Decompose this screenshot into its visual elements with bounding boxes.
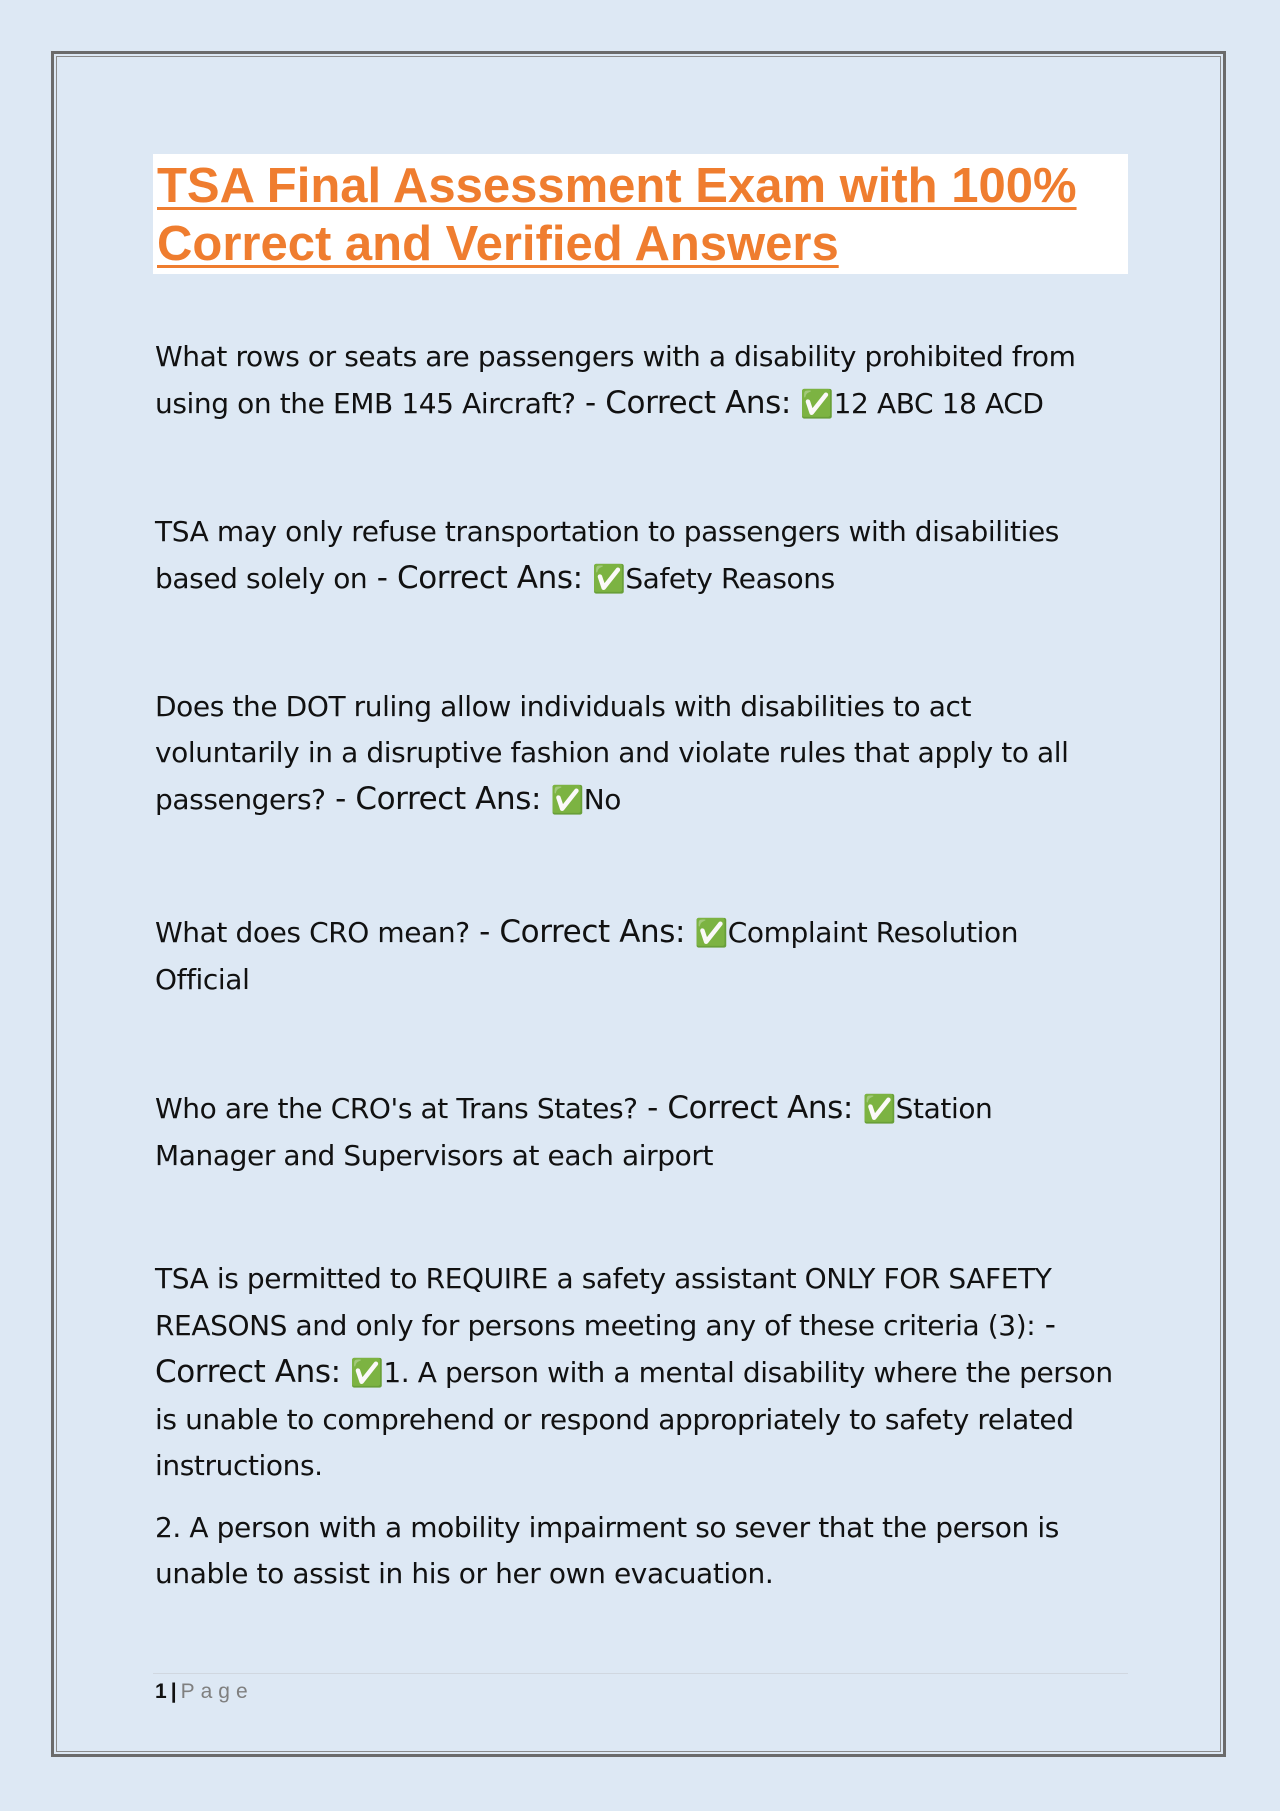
qa-item bbox=[155, 909, 1115, 1003]
question-text: What rows or seats are passengers with a disability prohibited from using on the EMB 145 Aircraft? bbox=[155, 340, 1076, 420]
answer-prefix: - Correct Ans: bbox=[325, 781, 551, 817]
answer-prefix: - Correct Ans: bbox=[575, 385, 801, 421]
document-title: TSA Final Assessment Exam with 100% Correct and Verified Answers bbox=[157, 159, 1077, 271]
question-text: TSA may only refuse transportation to passengers with disabilities based solely on bbox=[155, 515, 1059, 595]
qa-item bbox=[155, 1256, 1115, 1489]
page-border bbox=[51, 51, 1226, 1757]
question-text: What does CRO mean? bbox=[155, 916, 470, 949]
checkmark-icon: ✅ bbox=[862, 1094, 896, 1125]
checkmark-icon: ✅ bbox=[800, 389, 834, 420]
checkmark-icon: ✅ bbox=[350, 1358, 384, 1389]
checkmark-icon: ✅ bbox=[694, 918, 728, 949]
answer-text: Safety Reasons bbox=[625, 562, 835, 595]
checkmark-icon: ✅ bbox=[592, 564, 626, 595]
qa-item bbox=[155, 334, 1115, 428]
answer-prefix: - Correct Ans: bbox=[367, 560, 593, 596]
answer-prefix: - Correct Ans: bbox=[637, 1090, 863, 1126]
answer-text: No bbox=[583, 783, 621, 816]
qa-item bbox=[155, 684, 1115, 824]
qa-item bbox=[155, 509, 1115, 603]
title-box bbox=[153, 154, 1128, 274]
answer-text: Complaint Resolution Official bbox=[155, 916, 1019, 996]
answer-prefix: - Correct Ans: bbox=[469, 914, 695, 950]
answer-text: 12 ABC 18 ACD bbox=[833, 387, 1044, 420]
qa-continuation: 2. A person with a mobility impairment so sever that the person is unable to assist in his or her own evacuation. bbox=[155, 1511, 1059, 1590]
page-footer bbox=[155, 1680, 254, 1704]
question-text: Does the DOT ruling allow individuals with disabilities to act voluntarily in a disruptive fashion and violate rules that apply to all passengers? bbox=[155, 690, 1069, 816]
answer-text: Station Manager and Supervisors at each airport bbox=[155, 1092, 993, 1172]
footer-separator: | bbox=[170, 1680, 177, 1703]
question-text: TSA is permitted to REQUIRE a safety assistant ONLY FOR SAFETY REASONS and only for persons meeting any of these criteria (3): bbox=[155, 1262, 1052, 1342]
footer-divider bbox=[153, 1673, 1128, 1674]
page-number: 1 bbox=[155, 1680, 167, 1703]
qa-item bbox=[155, 1085, 1115, 1179]
checkmark-icon: ✅ bbox=[550, 785, 584, 816]
answer-text: 1. A person with a mental disability where the person is unable to comprehend or respond appropriately to safety related instructions. bbox=[155, 1356, 1113, 1482]
page-label: Page bbox=[180, 1680, 254, 1703]
answer-prefix: - Correct Ans: bbox=[155, 1307, 1056, 1390]
question-text: Who are the CRO's at Trans States? bbox=[155, 1092, 638, 1125]
